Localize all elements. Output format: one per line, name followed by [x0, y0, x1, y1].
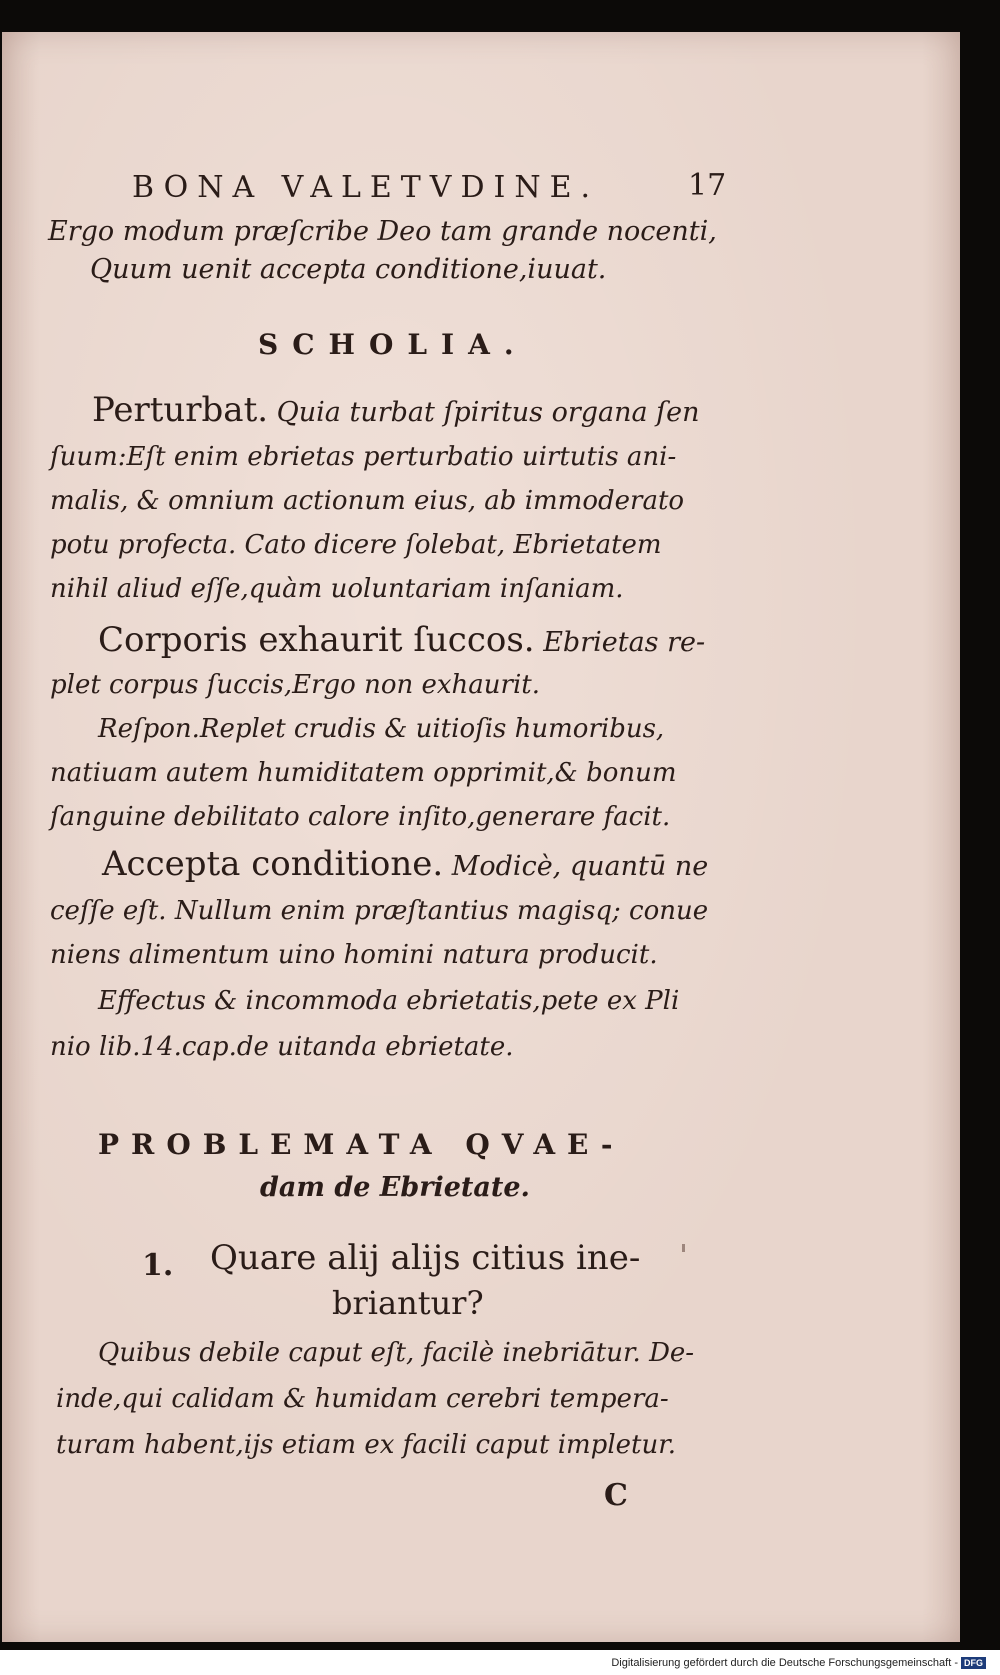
scholia-line: malis, & omnium actionum eius, ab immoderato [50, 486, 685, 516]
scholia-line: ſanguine debilitato calore inſito,generare facit. [50, 802, 671, 832]
answer-line: inde,qui calidam & humidam cerebri tempera- [56, 1384, 669, 1414]
scholia-line: nio lib.14.cap.de uitanda ebrietate. [50, 1032, 514, 1062]
scholia-line: plet corpus ſuccis,Ergo non exhaurit. [50, 670, 540, 700]
scholia-line: ceſſe eſt. Nullum enim præſtantius magisq; conue [50, 896, 709, 926]
page-speck [682, 1244, 685, 1252]
scholia-line: Effectus & incommoda ebrietatis,pete ex Pli [98, 986, 680, 1016]
answer-line: Quibus debile caput eſt, facilè inebriātur. De- [98, 1338, 695, 1368]
scholia-line: niens alimentum uino homini natura producit. [50, 940, 658, 970]
scholia-line: Accepta conditione. Modicè, quantū ne [102, 844, 709, 884]
verse-line: Ergo modum præſcribe Deo tam grande nocenti, [48, 216, 717, 247]
scholia-line: natiuam autem humiditatem opprimit,& bonum [50, 758, 677, 788]
problemata-heading: PROBLEMATA QVAE- [98, 1128, 625, 1161]
scholia-line: nihil aliud eſſe,quàm uoluntariam inſaniam. [50, 574, 624, 604]
scholia-line: ſuum:Eſt enim ebrietas perturbatio uirtutis ani- [50, 442, 677, 472]
lemma: Accepta conditione. [102, 844, 444, 884]
scholia-line: Corporis exhaurit ſuccos. Ebrietas re- [98, 620, 706, 660]
problemata-subheading: dam de Ebrietate. [260, 1172, 530, 1203]
dfg-badge: DFG [961, 1657, 986, 1669]
book-page [2, 32, 960, 1642]
lemma: Corporis exhaurit ſuccos. [98, 620, 535, 660]
question-line: Quare alij alijs citius ine- [210, 1238, 641, 1278]
running-head: BONA VALETVDINE. [132, 170, 600, 205]
scholia-line: potu profecta. Cato dicere ſolebat, Ebrietatem [50, 530, 662, 560]
scholia-heading: SCHOLIA. [258, 328, 528, 361]
scholia-line: Reſpon.Replet crudis & uitioſis humoribus, [98, 714, 665, 744]
lemma: Perturbat. [92, 390, 269, 430]
digitization-credit [611, 1657, 986, 1669]
answer-line: turam habent,ijs etiam ex facili caput impletur. [56, 1430, 677, 1460]
scholia-line: Perturbat. Quia turbat ſpiritus organa ſen [92, 390, 700, 430]
question-line: briantur? [332, 1284, 484, 1322]
verse-line: Quum uenit accepta conditione,iuuat. [90, 254, 607, 285]
credit-text: Digitalisierung gefördert durch die Deutsche Forschungsgemeinschaft - [611, 1657, 958, 1669]
page-number: 17 [688, 168, 727, 203]
signature-mark: C [604, 1478, 628, 1513]
question-number: 1. [142, 1248, 174, 1283]
